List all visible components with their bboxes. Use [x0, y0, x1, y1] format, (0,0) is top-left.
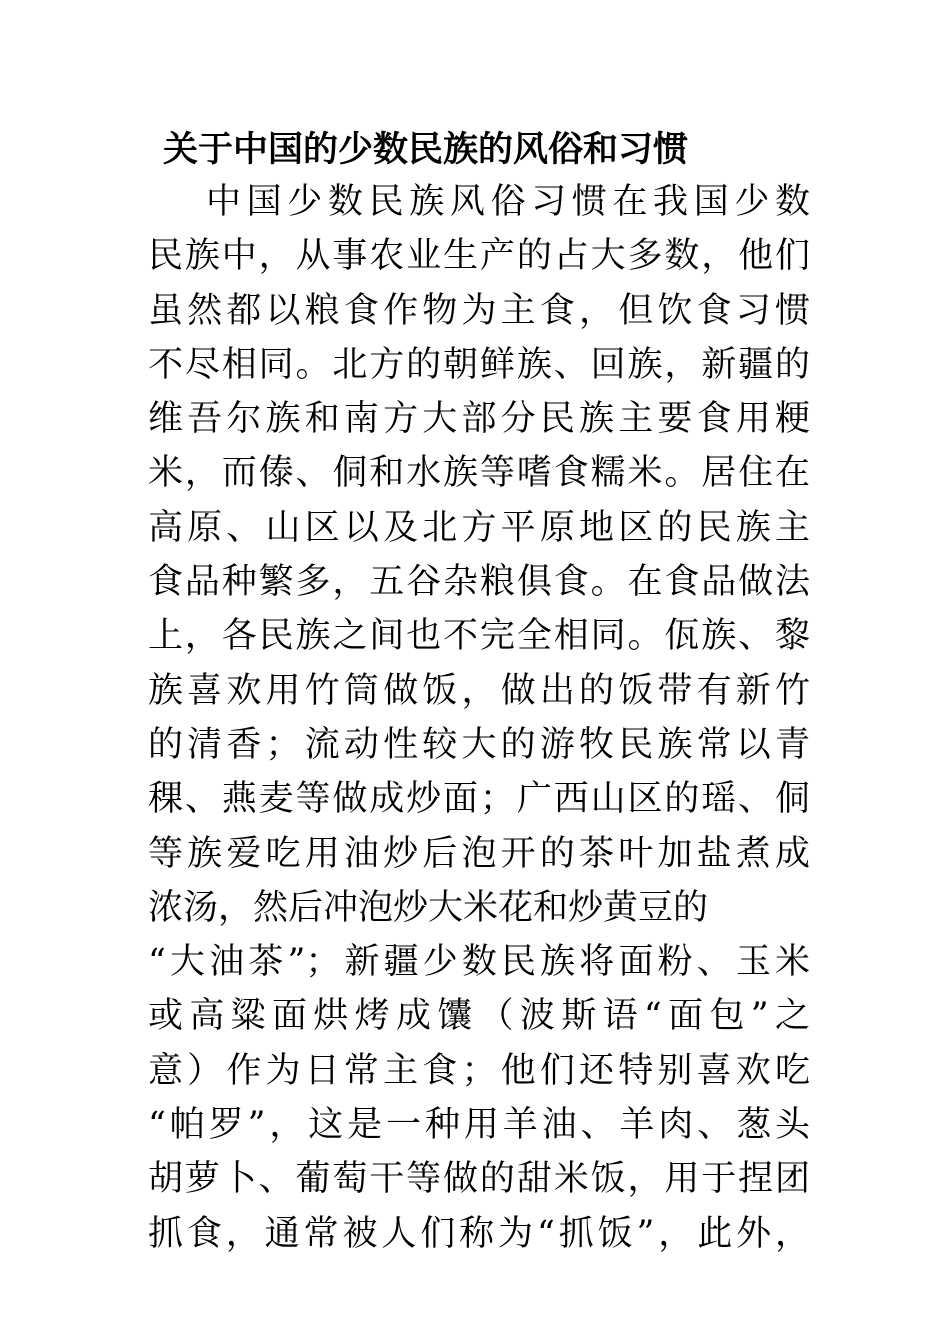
paragraph-line-3: 虽然都以粮食作物为主食，但饮食习惯	[148, 290, 810, 331]
document-body	[148, 175, 810, 1261]
paragraph-line-18: “帕罗”，这是一种用羊油、羊肉、葱头	[148, 1105, 810, 1146]
paragraph-line-12: 稞、燕麦等做成炒面；广西山区的瑶、侗	[148, 779, 810, 820]
paragraph-line-4: 不尽相同。北方的朝鲜族、回族，新疆的	[148, 344, 810, 385]
paragraph-line-2: 民族中，从事农业生产的占大多数，他们	[148, 236, 810, 277]
paragraph-line-8: 食品种繁多，五谷杂粮俱食。在食品做法	[148, 562, 810, 603]
paragraph-line-10: 族喜欢用竹筒做饭，做出的饭带有新竹	[148, 670, 810, 711]
paragraph-line-11: 的清香；流动性较大的游牧民族常以青	[148, 724, 810, 765]
paragraph-line-20: 抓食，通常被人们称为“抓饭”，此外，	[148, 1213, 810, 1254]
document-title: 关于中国的少数民族的风俗和习惯	[163, 130, 689, 170]
paragraph-line-15: “大油茶”；新疆少数民族将面粉、玉米	[148, 942, 810, 983]
paragraph-line-9: 上，各民族之间也不完全相同。佤族、黎	[148, 616, 810, 657]
paragraph-line-6: 米，而傣、侗和水族等嗜食糯米。居住在	[148, 453, 810, 494]
paragraph-line-7: 高原、山区以及北方平原地区的民族主	[148, 507, 810, 548]
paragraph-line-16: 或高粱面烘烤成馕（波斯语“面包”之	[148, 996, 810, 1037]
paragraph-line-17: 意）作为日常主食；他们还特别喜欢吃	[148, 1050, 810, 1091]
paragraph-line-19: 胡萝卜、葡萄干等做的甜米饭，用于捏团	[148, 1159, 810, 1200]
paragraph-line-1: 中国少数民族风俗习惯在我国少数	[206, 182, 810, 222]
paragraph-line-5: 维吾尔族和南方大部分民族主要食用粳	[148, 399, 810, 440]
paragraph-line-13: 等族爱吃用油炒后泡开的茶叶加盐煮成	[148, 833, 810, 874]
paragraph-line-14: 浓汤，然后冲泡炒大米花和炒黄豆的	[148, 887, 709, 928]
